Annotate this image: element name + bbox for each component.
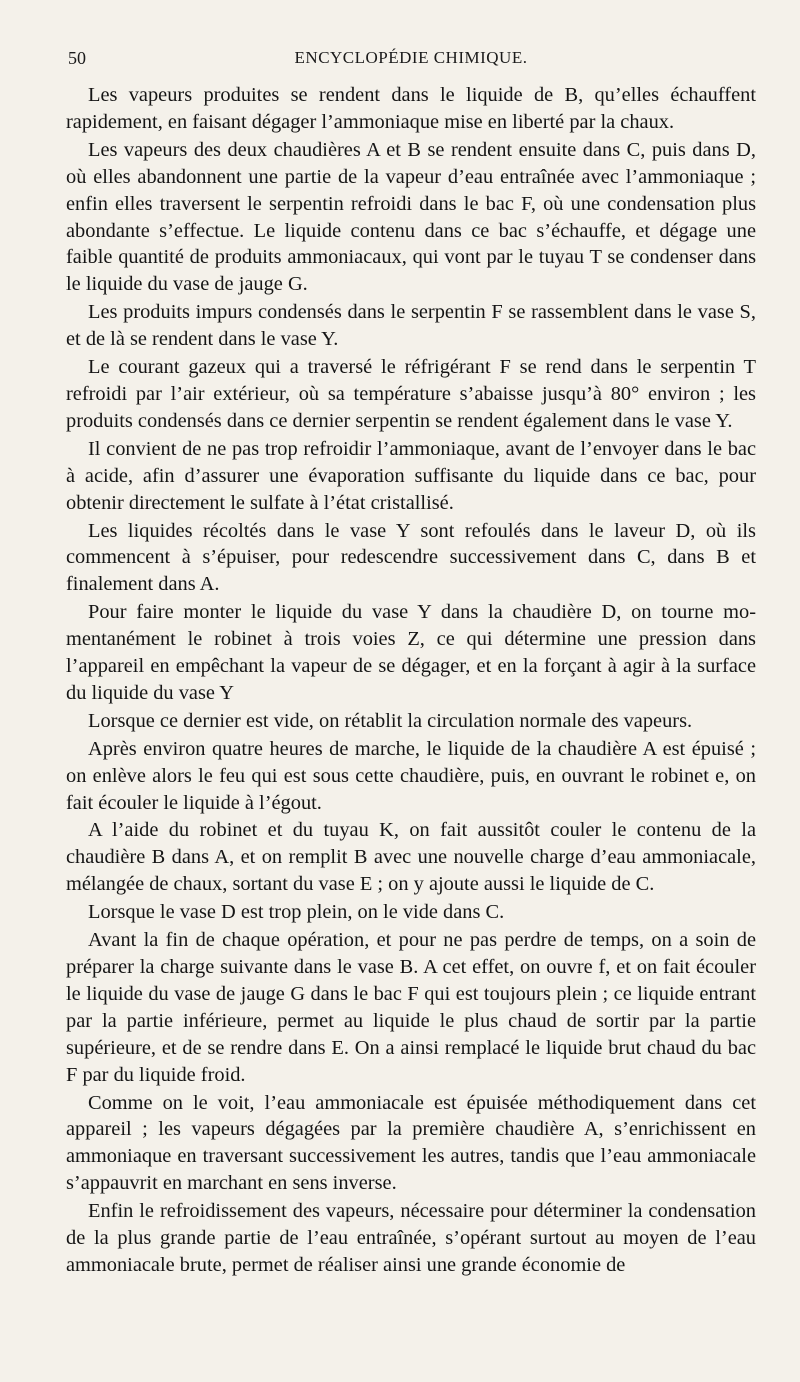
paragraph: Lorsque ce dernier est vide, on rétablit la circulation normale des vapeurs. [88,709,693,732]
paragraph: Avant la fin de chaque opération, et pour ne pas perdre de temps, on a soin de préparer la charge suivante dans le vase B. A cet effet, on ouvre f, et on fait écouler le liquide du vase de jauge G dans le bac F qui est toujours plein ; ce liquide entrant par la partie inférieure, permet au liquide le plus chaud de sortir par la partie supérieure, et de se rendre dans E. On a ainsi remplacé le liquide brut chaud du bac F par du liquide froid. [66,929,756,1086]
paragraph: A l’aide du robinet et du tuyau K, on fait aussitôt couler le contenu de la chaudière B dans A, et on remplit B avec une nouvelle charge d’eau ammoniacale, mélangée de chaux, sortant du vase E ; on y ajoute aussi le liquide de C. [66,819,756,896]
paragraph: Le courant gazeux qui a traversé le réfrigérant F se rend dans le serpentin T refroidi par l’air extérieur, où sa température s’abaisse jusqu’à 80° environ ; les produits condensés dans ce dernier serpentin se rendent également dans le vase Y. [66,356,756,432]
paragraph: Les vapeurs produites se rendent dans le liquide de B, qu’elles échauffent rapidement, en faisant dégager l’ammoniaque mise en liberté par la chaux. [66,84,756,133]
paragraph: Les vapeurs des deux chaudières A et B se rendent ensuite dans C, puis dans D, où elles abandonnent une partie de la vapeur d’eau entraînée avec l’ammoniaque ; enfin elles traversent le serpentin refroidi dans le bac F, où une condensation plus abondante s’effectue. Le liquide contenu dans ce bac s’échauffe, et dégage une faible quantité de produits ammoniacaux, qui vont par le tuyau T se condenser dans le liquide du vase de jauge G. [66,138,756,296]
page-number: 50 [68,48,86,68]
paragraph: Les produits impurs condensés dans le serpentin F se rassemblent dans le vase S, et de là se rendent dans le vase Y. [66,301,756,351]
running-title: ENCYCLOPÉDIE CHIMIQUE. [294,48,528,67]
body-text [66,82,756,1280]
page-header [68,48,754,76]
paragraph: Enfin le refroidissement des vapeurs, nécessaire pour déterminer la condensation de la plus grande partie de l’eau entraînée, s’opérant surtout au moyen de l’eau ammoniacale brute, permet de réaliser ainsi une grande économie de [66,1200,756,1276]
paragraph: Les liquides récoltés dans le vase Y sont refoulés dans le laveur D, où ils commencent à s’épuiser, pour redescendre successivement dans C, dans B et finalement dans A. [66,519,756,596]
paragraph: Après environ quatre heures de marche, le liquide de la chaudière A est épuisé ; on enlève alors le feu qui est sous cette chaudière, puis, en ouvrant le robinet e, on fait écouler le liquide à l’égout. [66,737,756,814]
paragraph: Il convient de ne pas trop refroidir l’ammoniaque, avant de l’envoyer dans le bac à acide, afin d’assurer une évaporation suffisante du liquide dans ce bac, pour obtenir directement le sulfate à l’état cristallisé. [66,437,756,514]
paragraph: Lorsque le vase D est trop plein, on le vide dans C. [88,901,505,924]
paragraph: Pour faire monter le liquide du vase Y dans la chaudière D, on tourne momentanément le robinet à trois voies Z, ce qui détermine une pression dans l’appareil en empêchant la vapeur de se dégager, et en la forçant à agir à la surface du liquide du vase Y [66,601,756,704]
paragraph: Comme on le voit, l’eau ammoniacale est épuisée méthodiquement dans cet appareil ; les vapeurs dégagées par la première chaudière A, s’enrichissent en ammoniaque en traversant successivement les autres, tandis que l’eau ammoniacale s’appauvrit en marchant en sens inverse. [66,1091,756,1195]
